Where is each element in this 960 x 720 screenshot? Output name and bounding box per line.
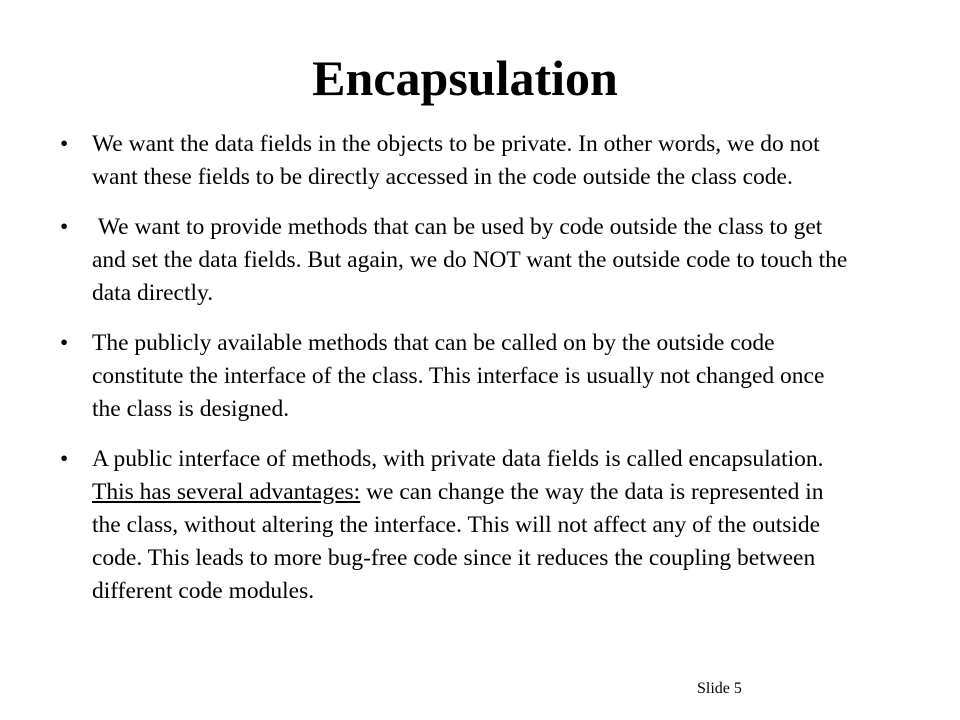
bullet-marker: •: [60, 330, 69, 356]
bullet-item: [58, 327, 858, 426]
bullet-marker: •: [60, 446, 69, 472]
bullet-item: [58, 128, 858, 194]
slide-title: Encapsulation: [312, 50, 618, 106]
bullet-text-after: we can change the way the data is represented in the class, without altering the interface. This will not affect any of the outside code. This leads to more bug-free code since it reduces the coupling between different code modules.: [92, 479, 830, 604]
bullet-text: The publicly available methods that can be called on by the outside code constitute the interface of the class. This interface is usually not changed once the class is designed.: [92, 330, 831, 422]
slide-number: Slide 5: [697, 680, 742, 697]
bullet-item: [58, 443, 858, 608]
bullet-text-before: A public interface of methods, with private data fields is called encapsulation.: [92, 446, 829, 472]
bullet-text: We want the data fields in the objects to be private. In other words, we do not want these fields to be directly accessed in the code outside the class code.: [92, 131, 826, 190]
bullet-marker: •: [60, 131, 69, 157]
bullet-text: [92, 446, 829, 604]
underlined-phrase: This has several advantages:: [92, 479, 361, 505]
bullet-text: We want to provide methods that can be used by code outside the class to get and set the data fields. But again, we do NOT want the outside code to touch the data directly.: [92, 214, 854, 306]
bullet-list: [58, 128, 858, 625]
bullet-item: [58, 211, 858, 310]
bullet-marker: •: [60, 214, 69, 240]
